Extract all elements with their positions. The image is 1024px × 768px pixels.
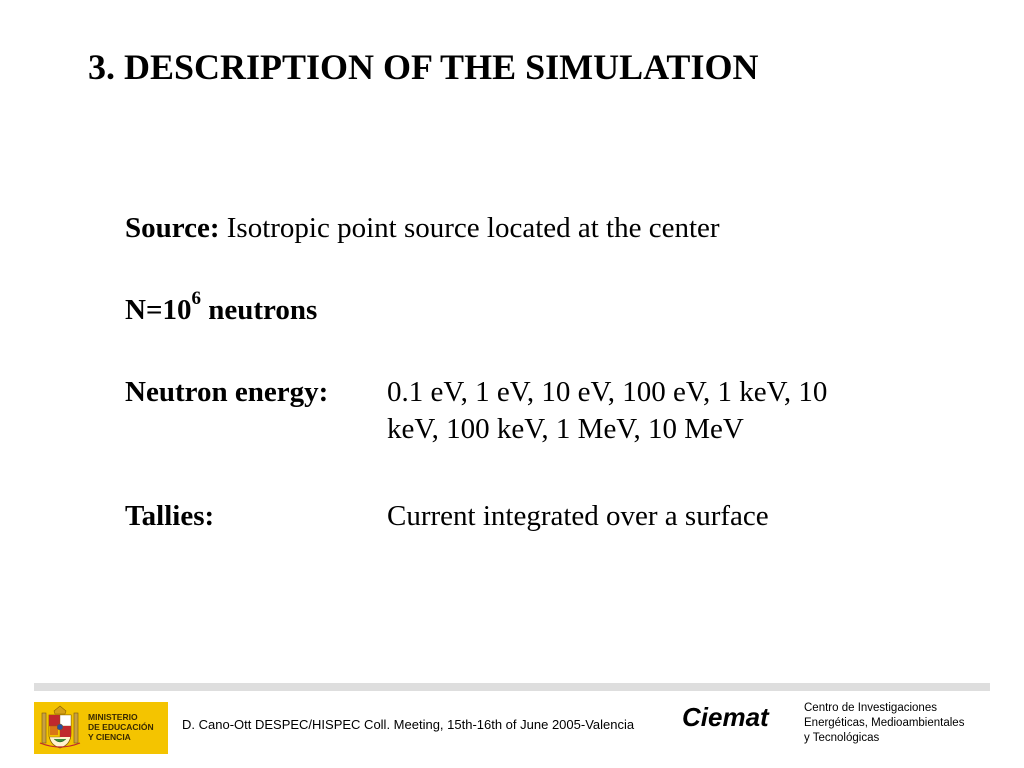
- ciemat-desc-line3: y Tecnológicas: [804, 732, 880, 744]
- ministry-name: [88, 712, 154, 742]
- footer-citation: D. Cano-Ott DESPEC/HISPEC Coll. Meeting, 15th-16th of June 2005-Valencia: [182, 717, 635, 732]
- ministry-logo: [34, 702, 168, 754]
- ministry-line3: Y CIENCIA: [88, 732, 131, 742]
- ministry-line1: MINISTERIO: [88, 712, 138, 722]
- footer-divider: [34, 683, 990, 691]
- neutron-energy-line1: 0.1 eV, 1 eV, 10 eV, 100 eV, 1 keV, 10: [387, 376, 828, 408]
- spanish-coat-of-arms-icon: [38, 705, 82, 751]
- tallies-value: Current integrated over a surface: [387, 500, 769, 532]
- neutron-energy-row: [125, 374, 945, 445]
- neutron-energy-line2: keV, 100 keV, 1 MeV, 10 MeV: [387, 413, 744, 445]
- source-label: Source:: [125, 212, 220, 244]
- ciemat-description: [804, 701, 964, 746]
- ciemat-desc-line2: Energéticas, Medioambientales: [804, 717, 965, 729]
- tallies-label: Tallies:: [125, 500, 215, 532]
- tallies-row: [125, 498, 945, 535]
- neutron-count-base: N=10: [125, 294, 192, 326]
- neutron-count-suffix: neutrons: [208, 294, 318, 326]
- ministry-line2: DE EDUCACIÓN: [88, 722, 154, 732]
- ciemat-desc-line1: Centro de Investigaciones: [804, 702, 937, 714]
- neutron-count-row: [125, 288, 318, 329]
- source-value: Isotropic point source located at the center: [226, 212, 720, 244]
- ciemat-logo: Ciemat: [682, 702, 769, 732]
- slide-title: 3. DESCRIPTION OF THE SIMULATION: [88, 47, 759, 87]
- source-row: [125, 210, 720, 247]
- neutron-count-exponent: 6: [191, 288, 201, 310]
- neutron-energy-label: Neutron energy:: [125, 376, 329, 408]
